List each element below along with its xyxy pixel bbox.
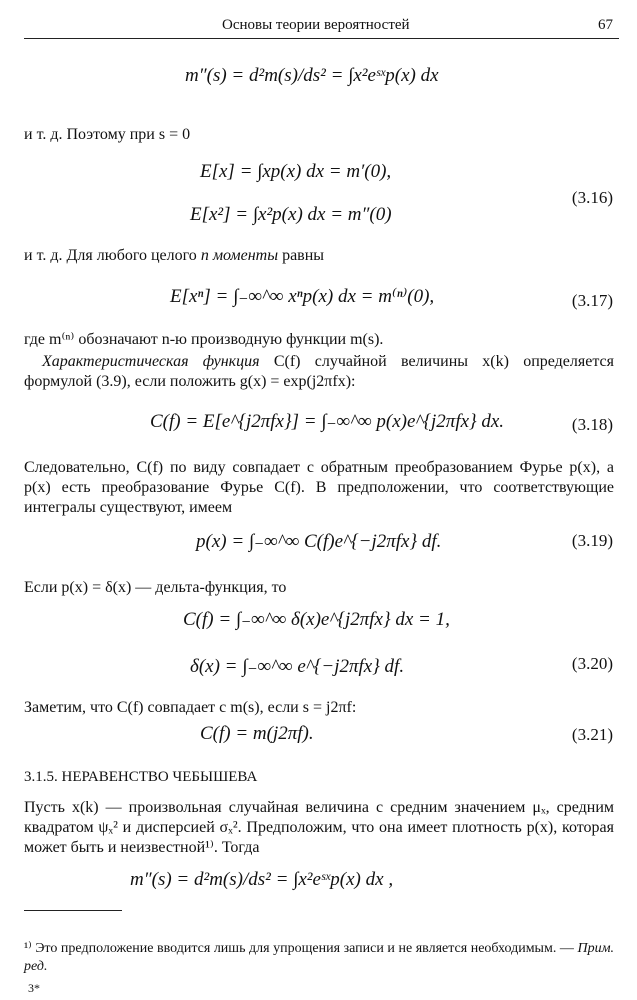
paragraph-fourier: Следовательно, C(f) по виду совпадает с обратным преобразованием Фурье p(x), а p(x) есть преобразование Фурье C(f). В предположении, что соответствующие интегралы существуют, имеем bbox=[24, 459, 614, 516]
section-heading: 3.1.5. НЕРАВЕНСТВО ЧЕБЫШЕВА bbox=[24, 769, 258, 785]
equation-number-3-16: (3.16) bbox=[571, 188, 613, 207]
running-title: Основы теории вероятностей bbox=[222, 17, 410, 33]
equation-number-3-17: (3.17) bbox=[571, 291, 613, 310]
equation-number-3-19: (3.19) bbox=[571, 531, 613, 550]
equation-inverse-density: p(x) = ∫₋∞^∞ C(f)e^{−j2πfx} df. bbox=[196, 531, 442, 552]
paragraph-delta: Если p(x) = δ(x) — дельта-функция, то bbox=[24, 579, 287, 596]
equation-number-3-20: (3.20) bbox=[571, 654, 613, 673]
page-header bbox=[24, 16, 619, 39]
paragraph-moments bbox=[24, 246, 614, 266]
paragraph-at-s-zero: и т. д. Поэтому при s = 0 bbox=[24, 126, 191, 143]
page-number: 67 bbox=[598, 17, 613, 33]
equation-delta: δ(x) = ∫₋∞^∞ e^{−j2πfx} df. bbox=[190, 656, 405, 677]
moments-text-a: и т. д. Для любого целого bbox=[24, 247, 201, 264]
equation-expectation-x2: E[x²] = ∫x²p(x) dx = m″(0) bbox=[190, 204, 392, 225]
paragraph-derivative: где m⁽ⁿ⁾ обозначают n-ю производную функции m(s). bbox=[24, 331, 384, 348]
equation-m-double-prime-repeat: m″(s) = d²m(s)/ds² = ∫x²eˢˣp(x) dx , bbox=[130, 869, 394, 890]
equation-moment-n: E[xⁿ] = ∫₋∞^∞ xⁿp(x) dx = m⁽ⁿ⁾(0), bbox=[170, 286, 435, 307]
equation-cf-equals-one: C(f) = ∫₋∞^∞ δ(x)e^{j2πfx} dx = 1, bbox=[183, 609, 450, 630]
equation-characteristic-function: C(f) = E[e^{j2πfx}] = ∫₋∞^∞ p(x)e^{j2πfx} dx. bbox=[150, 411, 505, 432]
equation-cf-m: C(f) = m(j2πf). bbox=[200, 723, 314, 744]
moments-text-c: равны bbox=[278, 247, 325, 264]
paragraph-chebyshev: Пусть x(k) — произвольная случайная величина с средним значением μₓ, средним квадратом ψₓ² и дисперсией σₓ². Предположим, что она имеет плотность p(x), которая может быть и неизвестной¹⁾. Тогда bbox=[24, 799, 614, 856]
equation-expectation-x: E[x] = ∫xp(x) dx = m′(0), bbox=[200, 161, 392, 182]
moments-text-b: n моменты bbox=[200, 247, 279, 264]
footnote-editor-note: Прим. ред. bbox=[24, 941, 614, 975]
paragraph-note: Заметим, что C(f) совпадает с m(s), если s = j2πf: bbox=[24, 699, 357, 716]
equation-number-3-18: (3.18) bbox=[571, 415, 613, 434]
equation-number-3-21: (3.21) bbox=[571, 725, 613, 744]
paragraph-characteristic-function bbox=[24, 352, 614, 392]
characteristic-function-text: C(f) случайной величины x(k) определяется формулой (3.9), если положить g(x) = exp(j2πfx): bbox=[24, 353, 614, 390]
footnote bbox=[24, 940, 614, 976]
term-characteristic-function: Характеристическая функция bbox=[42, 353, 260, 370]
equation-m-double-prime: m″(s) = d²m(s)/ds² = ∫x²eˢˣp(x) dx bbox=[185, 65, 439, 86]
footnote-rule bbox=[24, 910, 122, 911]
signature-mark: 3* bbox=[28, 981, 40, 995]
footnote-text: ¹⁾ Это предположение вводится лишь для упрощения записи и не является необходимым. — bbox=[24, 941, 578, 956]
